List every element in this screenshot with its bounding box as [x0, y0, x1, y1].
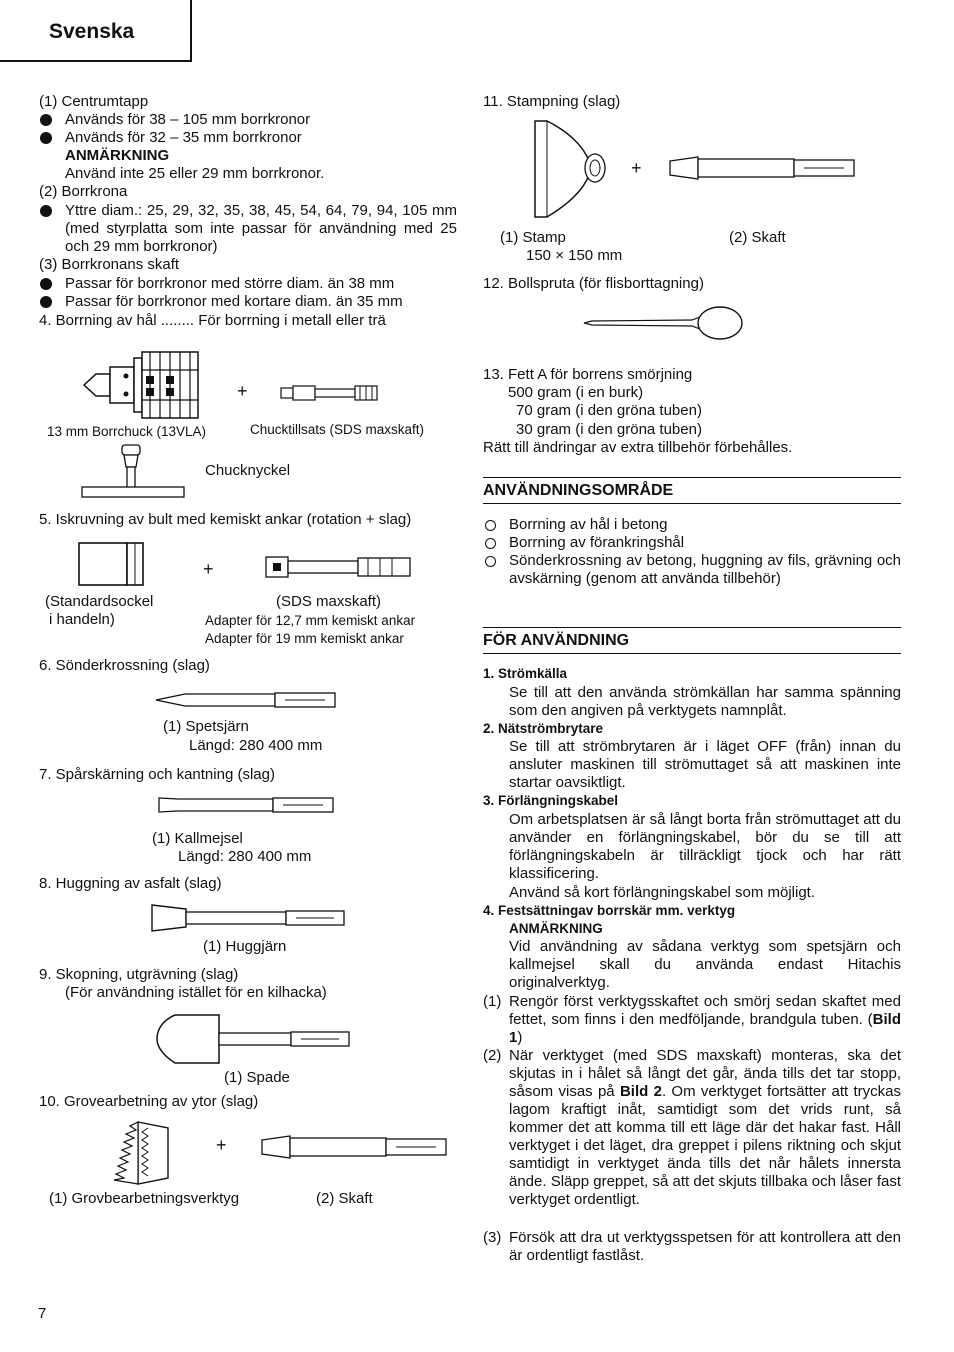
- text-line: (2) Borrkrona: [39, 183, 128, 200]
- chuck-label: 13 mm Borrchuck (13VLA): [47, 424, 207, 439]
- section-heading: FÖR ANVÄNDNING: [483, 632, 630, 649]
- blow-out-bulb-illustration: [582, 305, 746, 341]
- bushing-tool-illustration: [108, 1120, 170, 1186]
- tool-label: (2) Skaft: [316, 1190, 373, 1207]
- item-10-heading: 10. Grovearbetning av ytor (slag): [39, 1093, 259, 1110]
- text-span: Rengör först verktygsskaftet och smörj sedan skaftet med fettet, som finns i den medföljande, brandgula tuben. (: [509, 993, 901, 1028]
- text-paragraph: Se till att strömbrytaren är i läget OFF (från) innan du ansluter maskinen till strömuttaget så att maskinen inte startar oavsiktligt.: [509, 738, 901, 791]
- asphalt-cutter-illustration: [150, 903, 346, 933]
- socket-label: (Standardsockel: [45, 593, 154, 610]
- text-paragraph: Se till att den använda strömkällan har samma spänning som den angiven på verktygets namnplåt.: [509, 684, 901, 719]
- item-6-heading: 6. Sönderkrossning (slag): [39, 657, 210, 674]
- sds-adapter-illustration: [265, 555, 413, 579]
- text-paragraph: Om arbetsplatsen är så långt borta från strömuttaget att du använder en förlängningskabel, bör du se till att förlängningskabeln är tillräckligt tjock och har rätt klassificering.: [509, 811, 901, 882]
- shank-illustration: [260, 1134, 448, 1160]
- text-line: (1) Centrumtapp: [39, 93, 149, 110]
- item-8-heading: 8. Huggning av asfalt (slag): [39, 875, 222, 892]
- sds-label: (SDS maxskaft): [276, 593, 382, 610]
- text-span: . Om verktyget fortsätter att tryckas lagom kraftigt inåt, samtidigt som det vrids runt, så kommer det att komma till ett läge där det hakar fast. Håll verktyget i det läget, dra greppet i pilens riktning och skjut samtidigt in verktyget ända tills det når hålets innersta ände. Släpp greppet, så att det skjuts tillbaka och låser fast verktyget ordentligt.: [509, 1083, 901, 1208]
- text-paragraph: [509, 1047, 901, 1209]
- list-number: (3): [483, 1229, 502, 1246]
- tool-length: Längd: 280 400 mm: [189, 737, 323, 754]
- text-span: När verktyget (med SDS maxskaft) monteras, ska det skjutas in i hålet så långt det går, ända tills det tar stopp, såsom visas på: [509, 1047, 901, 1100]
- plus-sign: +: [631, 158, 642, 178]
- note-label: ANMÄRKNING: [509, 921, 603, 936]
- text-line: Passar för borrkronor med större diam. än 38 mm: [65, 275, 395, 292]
- item-13-heading: 13. Fett A för borrens smörjning: [483, 366, 693, 383]
- text-line: Passar för borrkronor med kortare diam. än 35 mm: [65, 293, 403, 310]
- cold-chisel-illustration: [158, 795, 334, 815]
- adapter-size-label: Adapter för 12,7 mm kemiskt ankar: [205, 613, 416, 628]
- list-number: (2): [483, 1047, 502, 1064]
- circle-bullet-icon: [485, 520, 496, 531]
- text-line: Används för 38 – 105 mm borrkronor: [65, 111, 311, 128]
- tamper-illustration: [533, 119, 607, 219]
- item-7-heading: 7. Spårskärning och kantning (slag): [39, 766, 275, 783]
- adapter-label: Chucktillsats (SDS maxskaft): [250, 422, 425, 437]
- item-5-heading: 5. Iskruvning av bult med kemiskt ankar (rotation + slag): [39, 511, 412, 528]
- divider: [483, 477, 901, 478]
- text-line: 70 gram (i den gröna tuben): [516, 402, 702, 419]
- list-number: (1): [483, 993, 502, 1010]
- spade-illustration: [155, 1013, 351, 1067]
- item-12-heading: 12. Bollspruta (för flisborttagning): [483, 275, 704, 292]
- circle-bullet-icon: [485, 538, 496, 549]
- divider: [483, 503, 901, 504]
- adapter-size-label: Adapter för 19 mm kemiskt ankar: [205, 631, 404, 646]
- shank-illustration: [668, 155, 856, 181]
- socket-illustration: [78, 541, 146, 587]
- text-paragraph: Sönderkrossning av betong, huggning av fils, grävning och avskärning (genom att använda tillbehör): [509, 552, 901, 587]
- plus-sign: +: [237, 381, 248, 401]
- tool-label: (1) Spetsjärn: [163, 718, 249, 735]
- text-line: Använd inte 25 eller 29 mm borrkronor.: [65, 165, 325, 182]
- item-9-subheading: (För användning istället för en kilhacka): [65, 984, 327, 1001]
- bull-point-illustration: [155, 690, 337, 710]
- note-label: ANMÄRKNING: [65, 147, 170, 164]
- step-heading: 2. Nätströmbrytare: [483, 721, 604, 736]
- step-heading: 1. Strömkälla: [483, 666, 568, 681]
- tool-label: (2) Skaft: [729, 229, 786, 246]
- text-line: Används för 32 – 35 mm borrkronor: [65, 129, 302, 146]
- step-heading: 4. Festsättningav borrskär mm. verktyg: [483, 903, 736, 918]
- language-tab: [0, 0, 192, 62]
- socket-label: i handeln): [49, 611, 115, 628]
- text-paragraph: Försök att dra ut verktygsspetsen för att kontrollera att den är ordentligt fastlåst.: [509, 1229, 901, 1264]
- text-span: ): [517, 1029, 523, 1046]
- text-line: (3) Borrkronans skaft: [39, 256, 180, 273]
- tool-label: (1) Huggjärn: [203, 938, 287, 955]
- text-paragraph: Yttre diam.: 25, 29, 32, 35, 38, 45, 54, 64, 79, 94, 105 mm (med styrplatta som inte passar för användning med 25 och 29 mm borrkronor): [65, 202, 457, 255]
- page-number: 7: [38, 1305, 47, 1322]
- section-heading: ANVÄNDNINGSOMRÅDE: [483, 482, 674, 499]
- divider: [483, 653, 901, 654]
- item-4-heading: 4. Borrning av hål ........ För borrning i metall eller trä: [39, 312, 386, 329]
- tool-length: Längd: 280 400 mm: [178, 848, 312, 865]
- text-line: Borrning av hål i betong: [509, 516, 668, 533]
- figure-ref: Bild 2: [619, 1083, 662, 1100]
- item-11-heading: 11. Stampning (slag): [483, 93, 621, 110]
- text-line: Borrning av förankringshål: [509, 534, 685, 551]
- bullet-icon: [40, 205, 52, 217]
- circle-bullet-icon: [485, 556, 496, 567]
- bullet-icon: [40, 114, 52, 126]
- divider: [483, 627, 901, 628]
- text-line: 30 gram (i den gröna tuben): [516, 421, 702, 438]
- tool-size: 150 × 150 mm: [526, 247, 623, 264]
- notice-text: Rätt till ändringar av extra tillbehör förbehålles.: [483, 439, 793, 456]
- text-paragraph: Vid användning av sådana verktyg som spetsjärn och kallmejsel skall du använda endast Hitachis originalverktyg.: [509, 938, 901, 991]
- chuck-key-illustration: [80, 443, 186, 501]
- item-9-heading: 9. Skopning, utgrävning (slag): [39, 966, 239, 983]
- text-paragraph: [509, 993, 901, 1047]
- chuck-adapter-illustration: [280, 383, 380, 403]
- bullet-icon: [40, 278, 52, 290]
- step-heading: 3. Förlängningskabel: [483, 793, 619, 808]
- text-line: Använd så kort förlängningskabel som möjligt.: [509, 884, 815, 901]
- tool-label: (1) Kallmejsel: [152, 830, 243, 847]
- chuck-key-label: Chucknyckel: [205, 462, 291, 479]
- drill-chuck-illustration: [80, 350, 200, 420]
- plus-sign: +: [216, 1135, 227, 1155]
- tool-label: (1) Grovbearbetningsverktyg: [49, 1190, 240, 1207]
- figure-ref: Bild 1: [509, 1011, 901, 1046]
- language-label: Svenska: [49, 20, 135, 43]
- bullet-icon: [40, 132, 52, 144]
- tool-label: (1) Stamp: [500, 229, 566, 246]
- bullet-icon: [40, 296, 52, 308]
- plus-sign: +: [203, 559, 214, 579]
- text-line: 500 gram (i en burk): [508, 384, 644, 401]
- tool-label: (1) Spade: [224, 1069, 290, 1086]
